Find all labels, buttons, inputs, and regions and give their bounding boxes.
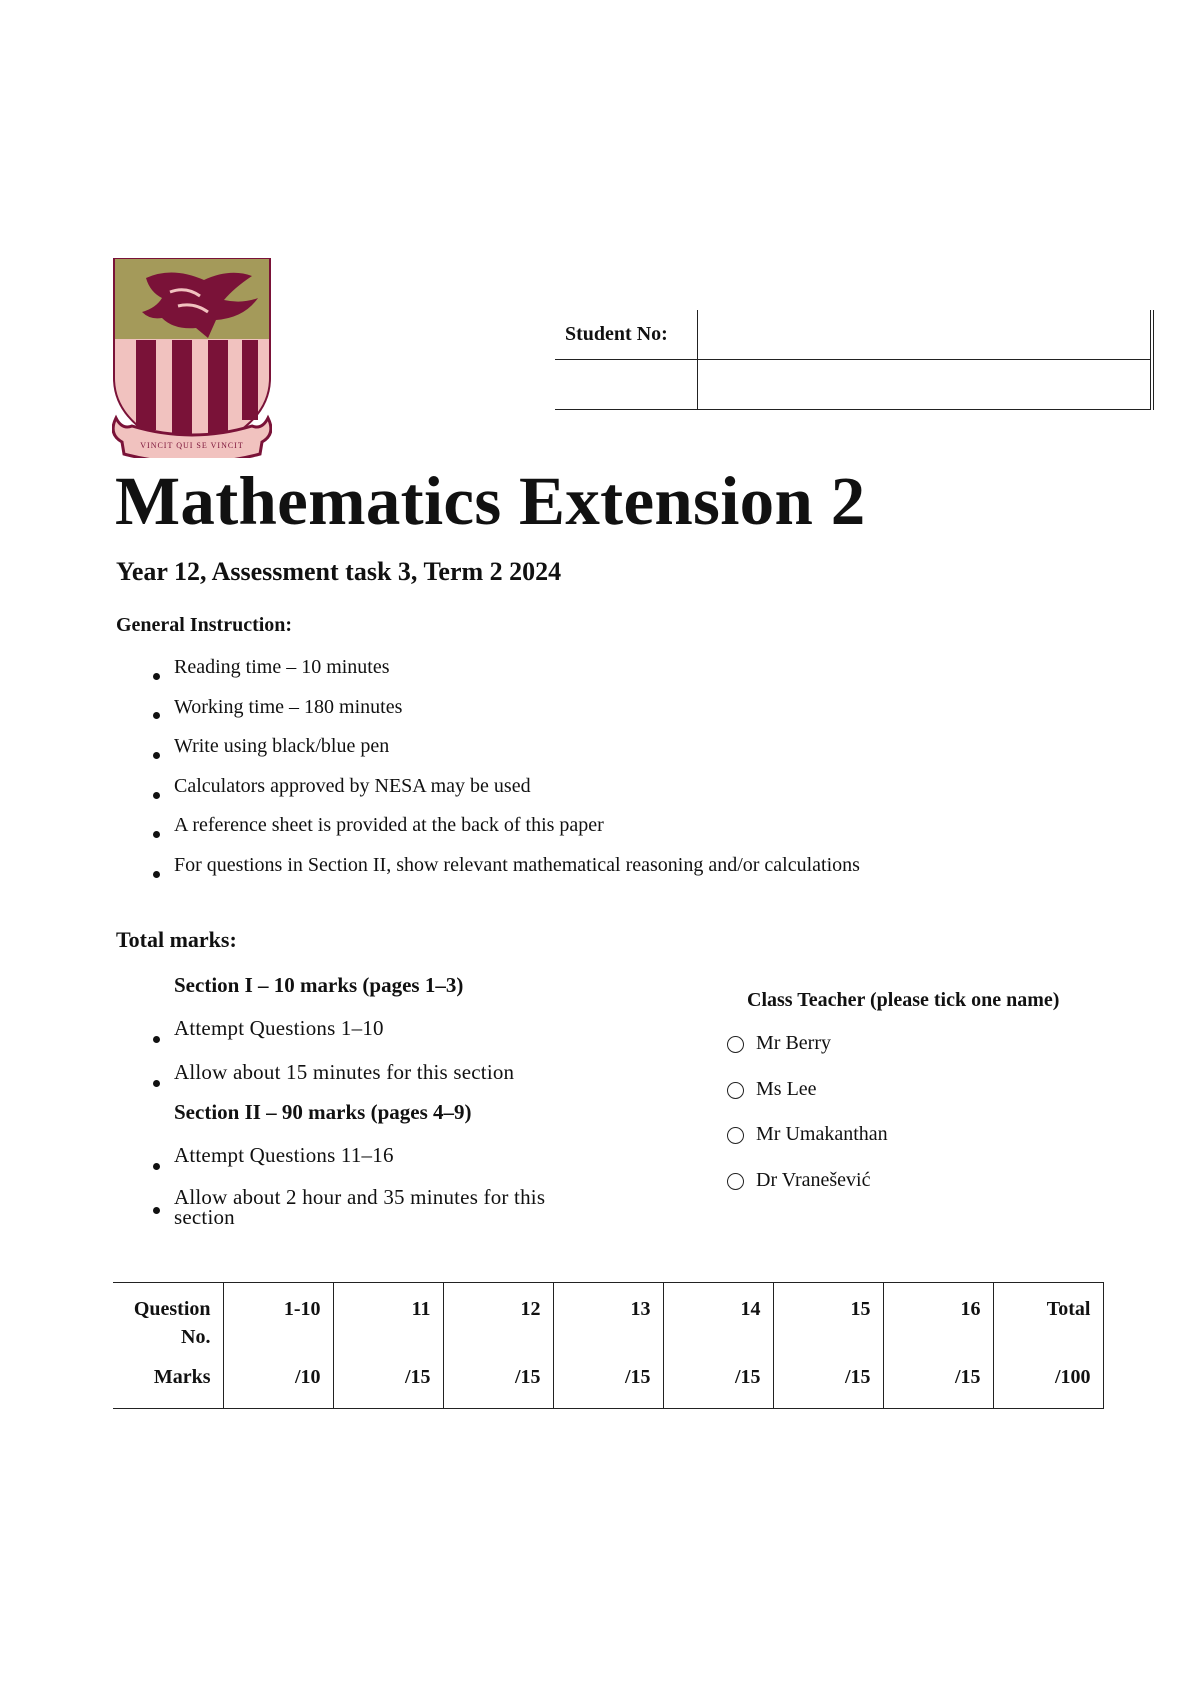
max-mark-cell: /15	[663, 1363, 773, 1409]
bullet-icon	[153, 673, 160, 680]
paper-title: Mathematics Extension 2	[115, 463, 866, 539]
list-item: Write using black/blue pen	[116, 734, 860, 774]
teacher-option-umakanthan[interactable]: Mr Umakanthan	[727, 1123, 888, 1169]
bullet-icon	[153, 1207, 160, 1214]
school-crest-logo	[112, 258, 272, 458]
max-mark-cell: /15	[333, 1363, 443, 1409]
section-1-list	[116, 1016, 514, 1104]
max-mark-cell: /15	[553, 1363, 663, 1409]
radio-circle-icon[interactable]	[727, 1127, 744, 1144]
list-item: Attempt Questions 11–16	[116, 1143, 594, 1187]
bullet-icon	[153, 1080, 160, 1087]
bullet-icon	[153, 752, 160, 759]
student-number-box	[555, 310, 1154, 410]
list-item: Attempt Questions 1–10	[116, 1016, 514, 1060]
student-no-field[interactable]	[698, 310, 1153, 360]
marks-table	[113, 1282, 1104, 1409]
paper-subtitle: Year 12, Assessment task 3, Term 2 2024	[116, 557, 562, 586]
bullet-icon	[153, 1163, 160, 1170]
marks-label: Marks	[113, 1363, 223, 1409]
radio-circle-icon[interactable]	[727, 1036, 744, 1053]
crest-motto: VINCIT QUI SE VINCIT	[140, 441, 244, 450]
bullet-icon	[153, 871, 160, 878]
teacher-option-lee[interactable]: Ms Lee	[727, 1078, 888, 1124]
radio-circle-icon[interactable]	[727, 1173, 744, 1190]
general-instruction-heading: General Instruction:	[116, 614, 293, 636]
section-2-list	[116, 1143, 594, 1231]
max-mark-cell: /100	[993, 1363, 1103, 1409]
teacher-option-berry[interactable]: Mr Berry	[727, 1032, 888, 1078]
teacher-option-vranesevic[interactable]: Dr Vranešević	[727, 1169, 888, 1215]
class-teacher-heading: Class Teacher (please tick one name)	[747, 989, 1060, 1011]
section-1-heading: Section I – 10 marks (pages 1–3)	[174, 973, 464, 997]
column-header: Total	[993, 1283, 1103, 1363]
column-header: 12	[443, 1283, 553, 1363]
max-mark-cell: /15	[443, 1363, 553, 1409]
section-2-heading: Section II – 90 marks (pages 4–9)	[174, 1100, 472, 1124]
list-item: Allow about 15 minutes for this section	[116, 1060, 514, 1104]
max-mark-cell: /10	[223, 1363, 333, 1409]
list-item: For questions in Section II, show relevant mathematical reasoning and/or calculations	[116, 853, 860, 893]
list-item: A reference sheet is provided at the back of this paper	[116, 813, 860, 853]
bullet-icon	[153, 1036, 160, 1043]
column-header: 14	[663, 1283, 773, 1363]
max-mark-cell: /15	[773, 1363, 883, 1409]
bullet-icon	[153, 712, 160, 719]
student-box-cell	[555, 360, 698, 410]
list-item: Working time – 180 minutes	[116, 695, 860, 735]
total-marks-heading: Total marks:	[116, 927, 237, 952]
max-mark-cell: /15	[883, 1363, 993, 1409]
radio-circle-icon[interactable]	[727, 1082, 744, 1099]
bullet-icon	[153, 792, 160, 799]
student-box-cell[interactable]	[698, 360, 1153, 410]
column-header: 15	[773, 1283, 883, 1363]
general-instruction-list	[116, 655, 860, 893]
question-no-label: Question No.	[113, 1283, 223, 1363]
list-item: Calculators approved by NESA may be used	[116, 774, 860, 814]
class-teacher-options	[727, 1032, 888, 1214]
column-header: 11	[333, 1283, 443, 1363]
column-header: 1-10	[223, 1283, 333, 1363]
student-no-label: Student No:	[555, 310, 698, 360]
column-header: 16	[883, 1283, 993, 1363]
column-header: 13	[553, 1283, 663, 1363]
list-item: Reading time – 10 minutes	[116, 655, 860, 695]
list-item: Allow about 2 hour and 35 minutes for this section	[116, 1187, 594, 1231]
bullet-icon	[153, 831, 160, 838]
